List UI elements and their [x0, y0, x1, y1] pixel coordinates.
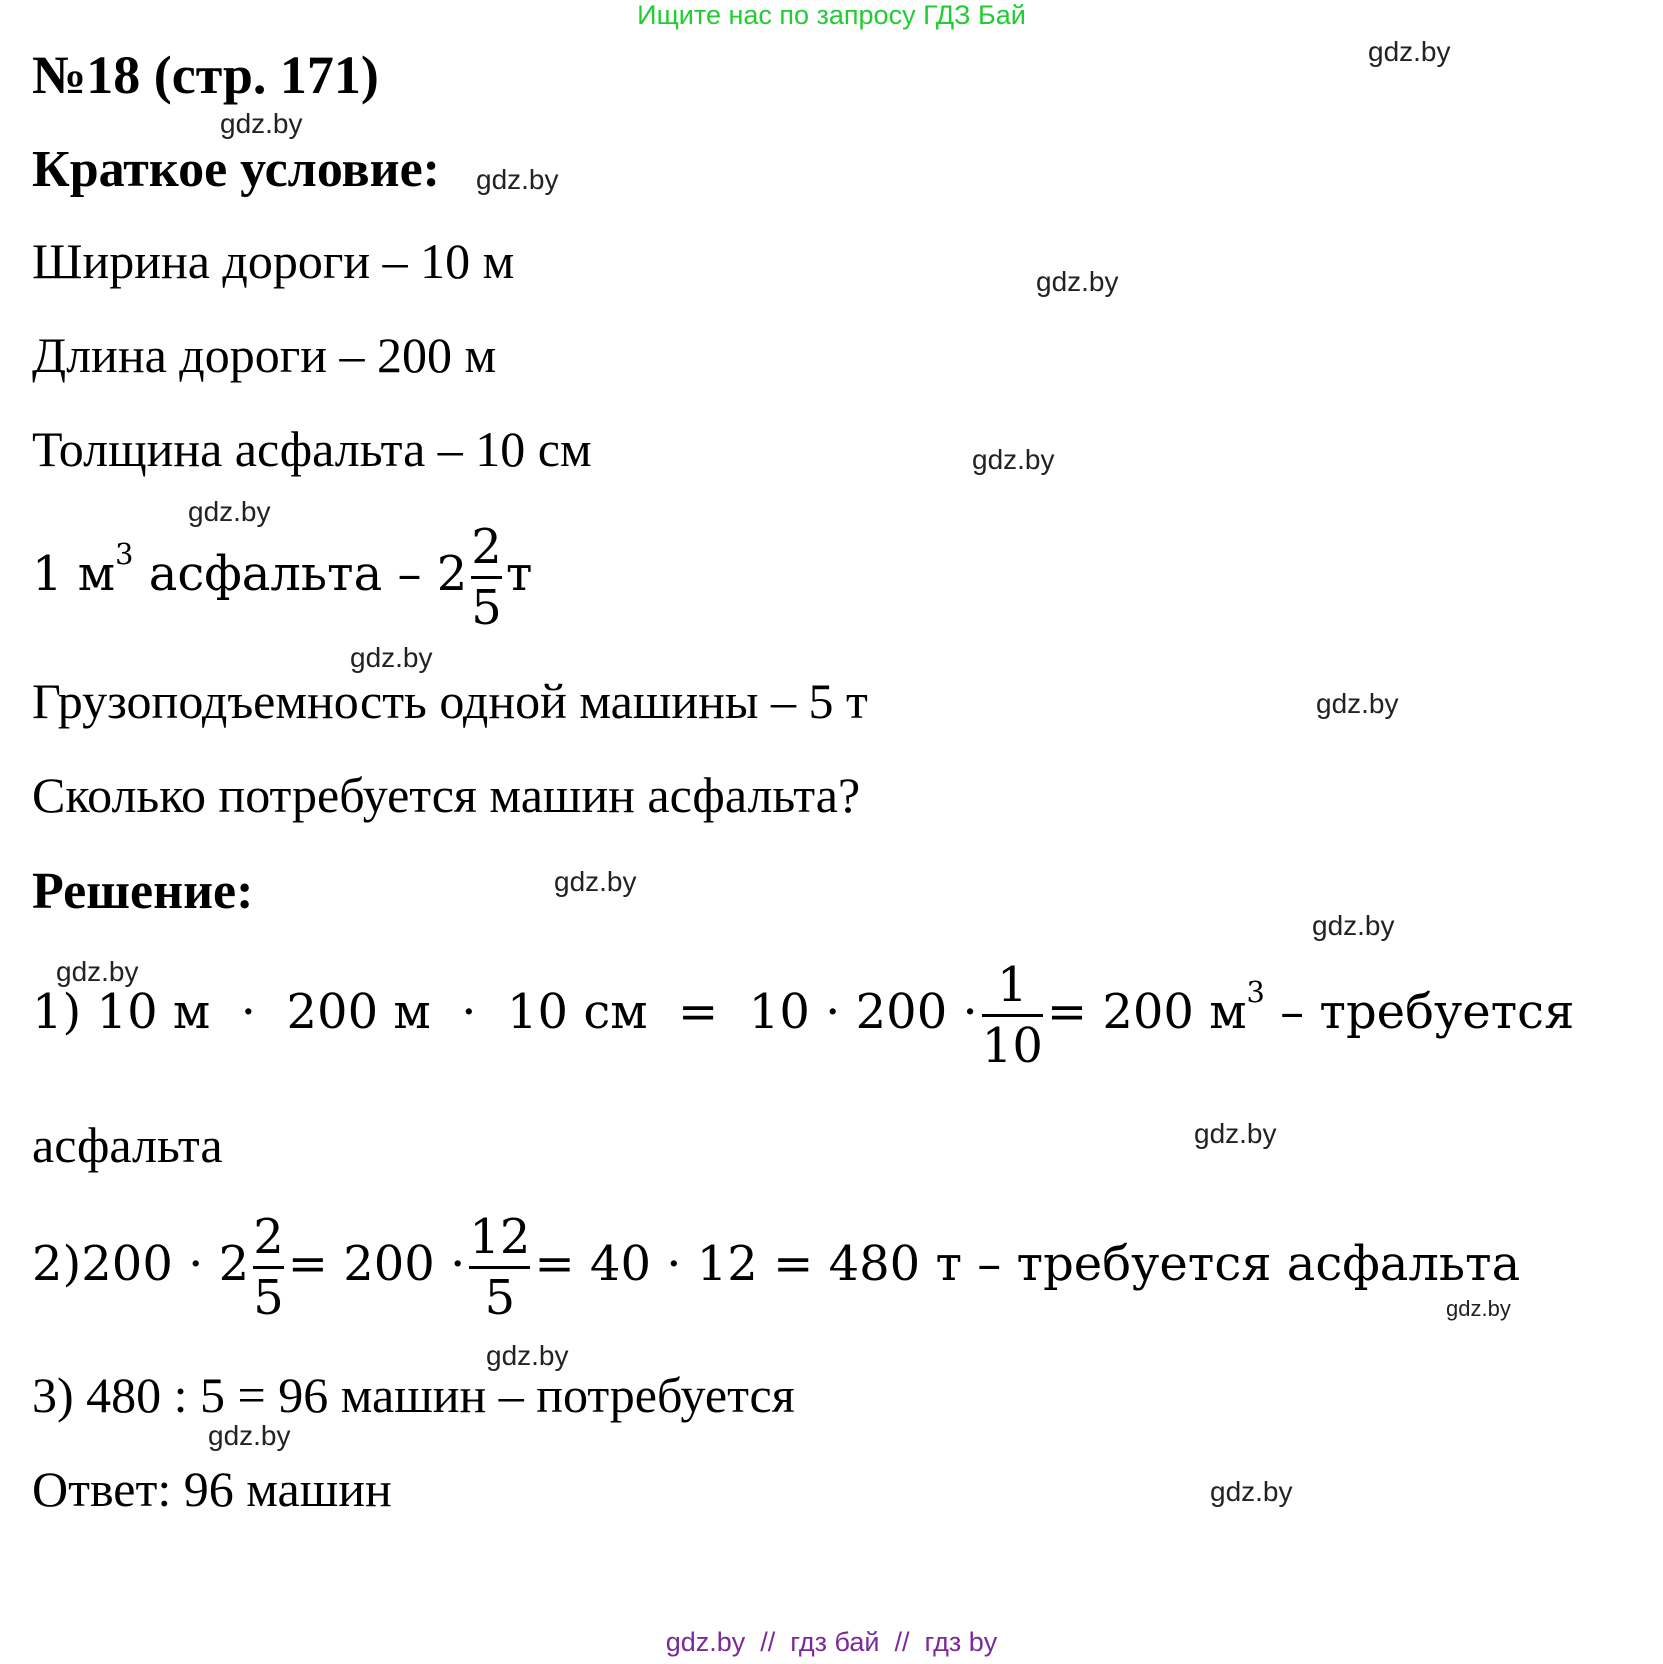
solution-heading: Решение: — [32, 863, 254, 920]
search-banner: Ищите нас по запросу ГДЗ Бай — [637, 0, 1026, 30]
step-1 — [32, 956, 1574, 1075]
cube-exponent: 3 — [115, 537, 134, 572]
watermark: gdz.by — [1036, 266, 1119, 297]
condition-heading: Краткое условие: — [32, 141, 440, 198]
denominator: 5 — [471, 580, 502, 636]
watermark: gdz.by — [554, 866, 637, 897]
watermark: gdz.by — [972, 444, 1055, 475]
step2-a: 2)200 · 2 — [32, 1236, 250, 1292]
fraction — [982, 956, 1043, 1075]
density-line — [32, 518, 532, 637]
step2-c: = 40 · 12 = 480 т – требуется асфальта — [534, 1236, 1521, 1292]
step-3: 3) 480 : 5 = 96 машин – потребуется — [32, 1367, 795, 1423]
step1-tail: – требуется — [1264, 984, 1575, 1040]
page-title: №18 (стр. 171) — [32, 45, 379, 105]
watermark: gdz.by — [188, 496, 271, 527]
answer-line: Ответ: 96 машин — [32, 1461, 392, 1517]
footer-links: gdz.by // гдз бай // гдз by — [665, 1627, 998, 1657]
watermark: gdz.by — [208, 1420, 291, 1451]
capacity-line: Грузоподъемность одной машины – 5 т — [32, 673, 868, 729]
numerator: 12 — [469, 1209, 531, 1265]
watermark: gdz.by — [1316, 688, 1399, 719]
cube-exponent: 3 — [1246, 975, 1265, 1010]
watermark: gdz.by — [476, 164, 559, 195]
numerator: 2 — [471, 519, 502, 575]
denominator: 10 — [981, 1018, 1043, 1074]
density-suffix: т — [505, 546, 533, 602]
watermark: gdz.by — [1368, 36, 1451, 67]
watermark: gdz.by — [1210, 1476, 1293, 1507]
watermark: gdz.by — [1194, 1118, 1277, 1149]
numerator: 2 — [253, 1209, 284, 1265]
watermark: gdz.by — [350, 642, 433, 673]
density-middle: асфальта – 2 — [133, 546, 468, 602]
denominator: 5 — [484, 1270, 516, 1326]
step2-b: = 200 · — [287, 1236, 466, 1292]
step-2 — [32, 1208, 1520, 1327]
question-line: Сколько потребуется машин асфальта? — [32, 767, 861, 823]
watermark: gdz.by — [56, 956, 139, 987]
density-prefix: 1 м — [32, 546, 116, 602]
fraction — [471, 518, 502, 637]
watermark: gdz.by — [486, 1340, 569, 1371]
denominator: 5 — [253, 1270, 284, 1326]
step-1-continuation: асфальта — [32, 1117, 223, 1173]
condition-line: Ширина дороги – 10 м — [32, 233, 515, 289]
step1-left: 1) 10 м · 200 м · 10 см = 10 · 200 · — [32, 984, 978, 1040]
condition-line: Длина дороги – 200 м — [32, 327, 497, 383]
fraction — [253, 1208, 284, 1327]
watermark: gdz.by — [1312, 910, 1395, 941]
fraction — [469, 1208, 530, 1327]
condition-line: Толщина асфальта – 10 см — [32, 421, 592, 477]
step1-right: = 200 м — [1046, 984, 1247, 1040]
numerator: 1 — [997, 957, 1028, 1013]
watermark: gdz.by — [1446, 1296, 1511, 1321]
watermark: gdz.by — [220, 108, 303, 139]
